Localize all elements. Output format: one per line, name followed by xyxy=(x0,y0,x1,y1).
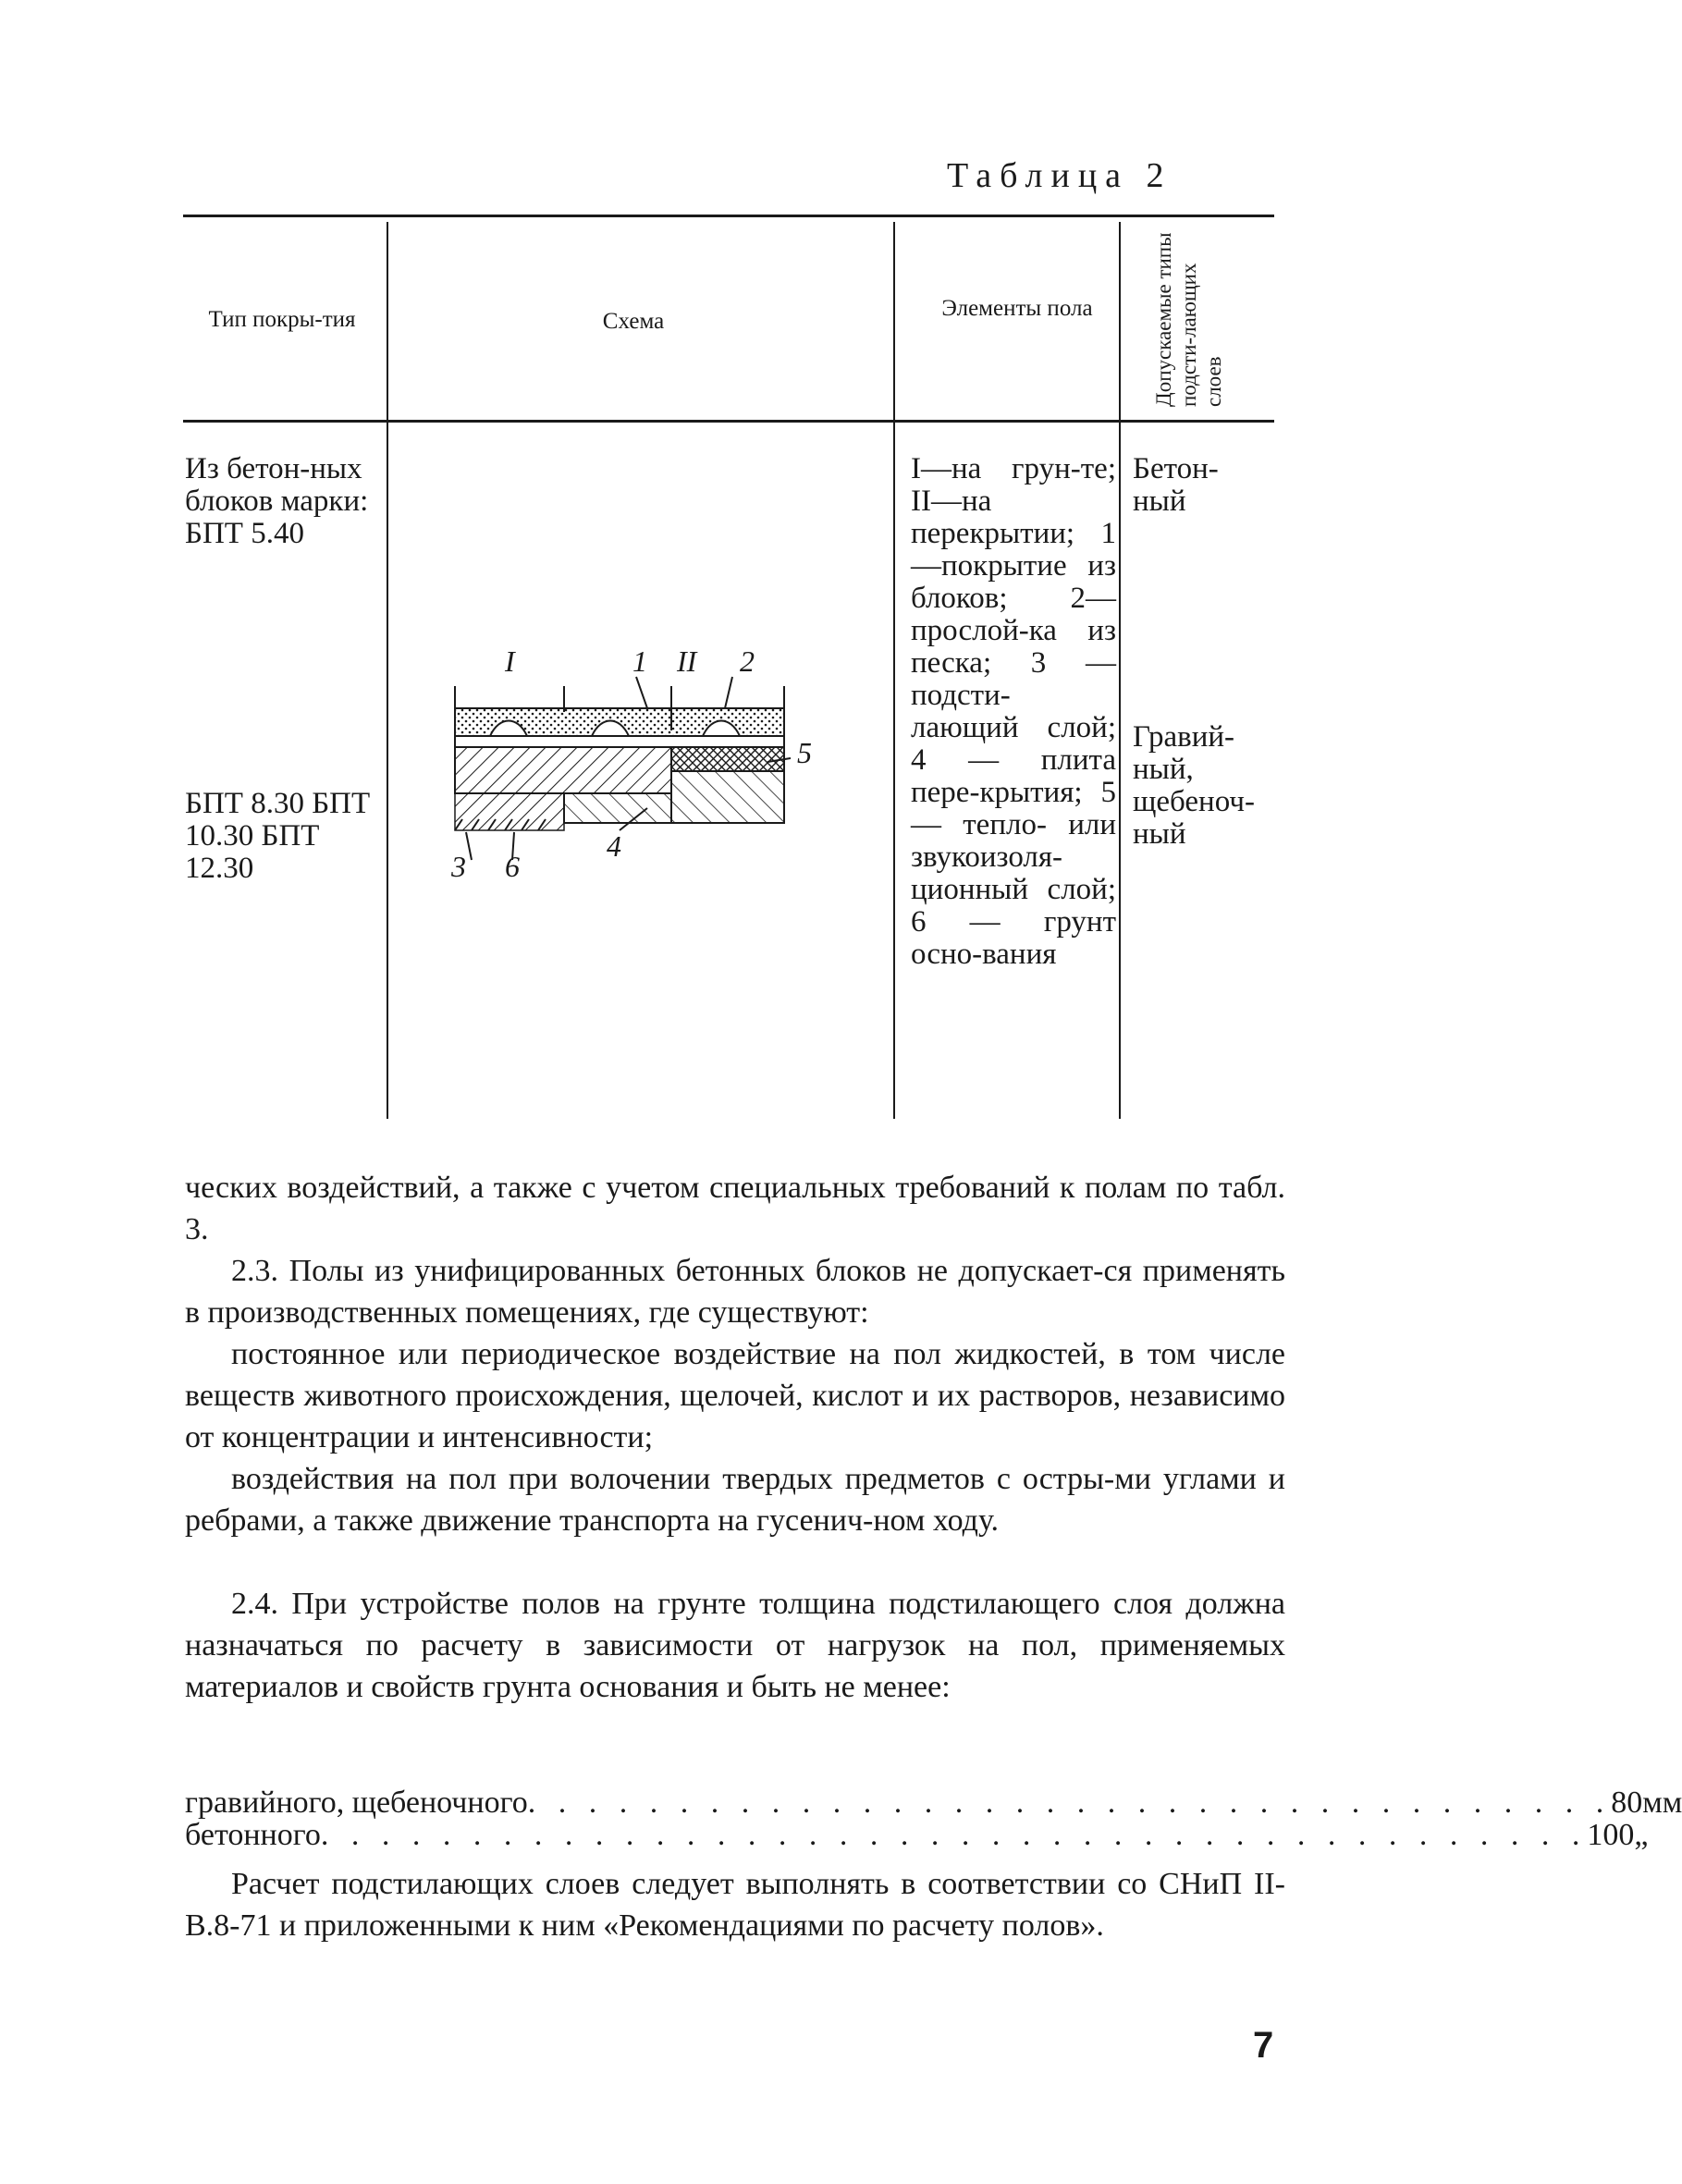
thickness-value: 80 xyxy=(1611,1785,1643,1820)
header-coating-type: Тип покры-тия xyxy=(208,307,356,332)
floor-scheme-diagram xyxy=(435,638,823,897)
scheme-label-2: 2 xyxy=(740,644,755,678)
scheme-label-4: 4 xyxy=(607,829,621,863)
paragraph-liquids: постоянное или периодическое воздействие на пол жидкостей, в том числе веществ животного происхождения, щелочей, кислот и их растворов, независимо от концентрации и интенсивности; xyxy=(185,1337,1285,1454)
paragraph-2-3: 2.3. Полы из унифицированных бетонных блоков не допускает-ся применять в производственных помещениях, где существуют: xyxy=(185,1254,1285,1330)
table-column-divider xyxy=(893,222,895,1119)
table-column-divider xyxy=(387,222,388,1119)
header-scheme: Схема xyxy=(602,309,665,334)
header-sublayer-types: Допускаемые типы подсти-лающих слоев xyxy=(1152,232,1225,407)
floor-elements-text: I—на грун-те; II—на перекрытии; 1—покрытие из блоков; 2—прослой-ка из песка; 3 — подсти-лающий слой; 4 — плита пере-крытия; 5 — тепло- или звукоизоля-ционный слой; 6 — грунт осно-вания xyxy=(911,452,1116,971)
coating-type-top: Из бетон-ных блоков марки: БПТ 5.40 xyxy=(185,452,369,550)
coating-type-bottom: БПТ 8.30 БПТ 10.30 БПТ 12.30 xyxy=(185,787,371,885)
header-floor-elements: Элементы пола xyxy=(941,296,1093,321)
thickness-row-gravel xyxy=(185,1785,1682,1822)
scheme-label-I: I xyxy=(505,644,515,678)
paragraph-dragging: воздействия на пол при волочении твердых предметов с остры-ми углами и ребрами, а также движение транспорта на гусенич-ном ходу. xyxy=(185,1462,1285,1538)
page-number: 7 xyxy=(1253,2025,1274,2066)
thickness-label: гравийного, щебеночного xyxy=(185,1785,528,1820)
paragraph-continuation: ческих воздействий, а также с учетом специальных требований к полам по табл. 3. xyxy=(185,1171,1285,1246)
paragraph-2-4: 2.4. При устройстве полов на грунте толщина подстилающего слоя должна назначаться по расчету в зависимости от нагрузок на пол, применяемых материалов и свойств грунта основания и быть не менее: xyxy=(185,1587,1285,1704)
leader-dots: . . . . . . . . . . . . . . . . . . . . . . . . . . . . . . . . . . . . xyxy=(527,1785,1612,1820)
thickness-value: 100 xyxy=(1587,1818,1635,1852)
scheme-label-5: 5 xyxy=(797,736,812,769)
thickness-unit: мм xyxy=(1642,1785,1682,1820)
table-top-rule xyxy=(183,215,1274,217)
paragraph-calculation: Расчет подстилающих слоев следует выполнять в соответствии со СНиП II-В.8-71 и приложенными к ним «Рекомендациями по расчету полов». xyxy=(185,1867,1285,1943)
thickness-row-concrete xyxy=(185,1817,1649,1854)
thickness-unit: „ xyxy=(1634,1818,1649,1852)
scheme-label-3: 3 xyxy=(451,850,466,883)
thickness-label: бетонного xyxy=(185,1818,321,1852)
table-title: Таблица 2 xyxy=(947,156,1172,195)
sublayer-concrete: Бетон-ный xyxy=(1133,452,1219,518)
table-column-divider xyxy=(1119,222,1121,1119)
leader-dots: . . . . . . . . . . . . . . . . . . . . . . . . . . . . . . . . . . . . . . . . . . xyxy=(320,1818,1588,1852)
scheme-label-1: 1 xyxy=(632,644,647,678)
scheme-label-6: 6 xyxy=(505,850,520,883)
scheme-label-II: II xyxy=(677,644,697,678)
sublayer-gravel: Гравий-ный, щебеноч-ный xyxy=(1133,720,1255,851)
table-header-rule xyxy=(183,420,1274,423)
